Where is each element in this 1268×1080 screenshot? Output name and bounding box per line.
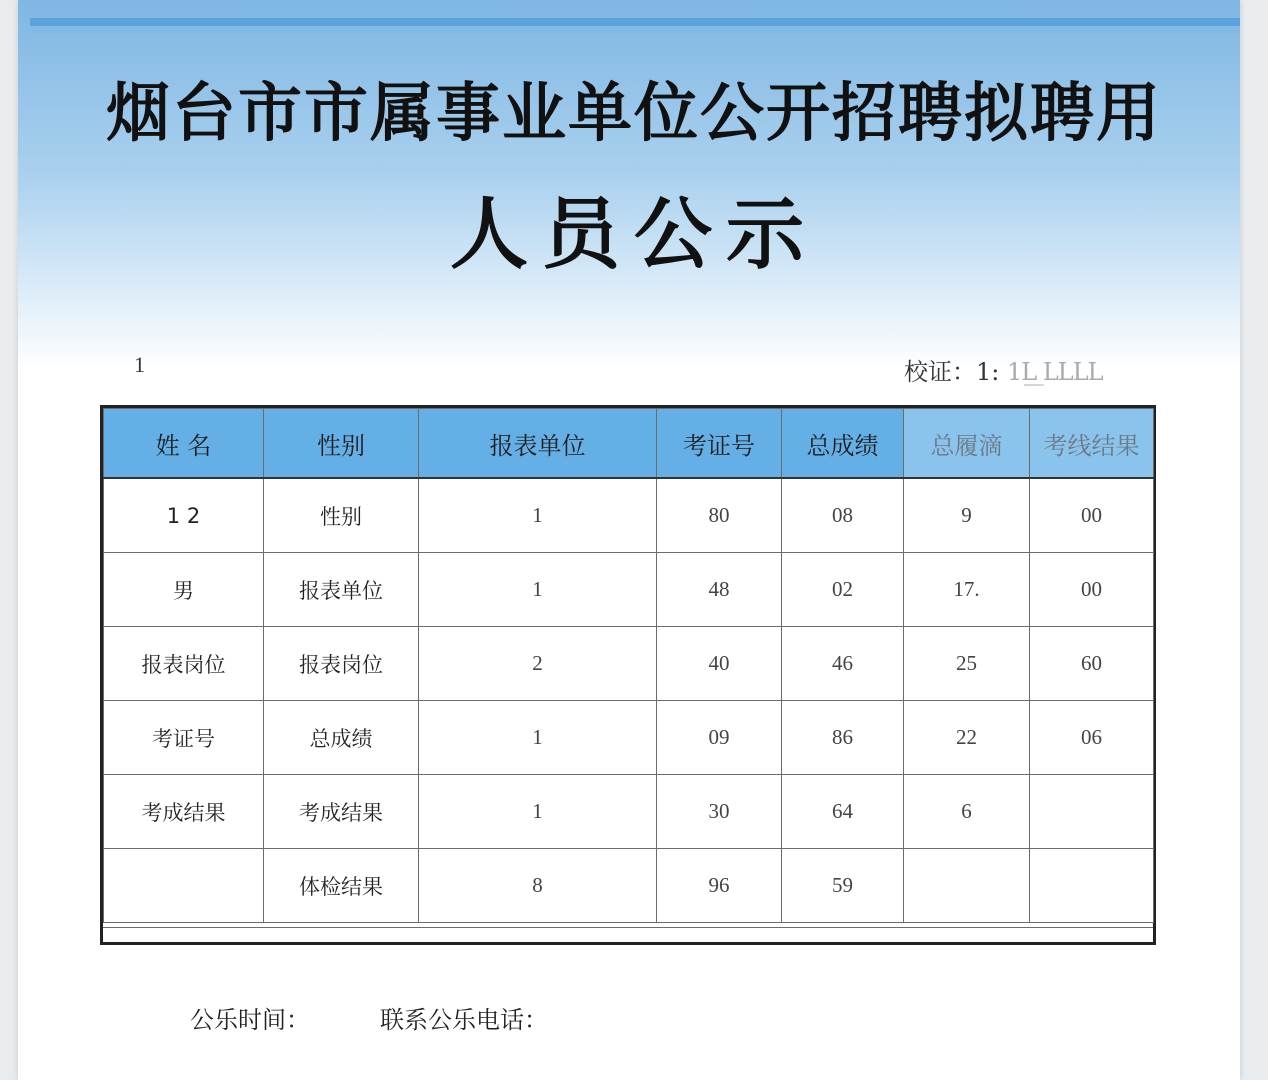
cell-gender: 报表单位 (264, 553, 419, 627)
cell-gender: 报表岗位 (264, 627, 419, 701)
column-header-gender: 性别 (264, 409, 419, 479)
cell-total-score: 86 (782, 701, 904, 775)
column-header-rank: 总履滴 (904, 409, 1030, 479)
cell-exam-number: 96 (657, 849, 782, 923)
header-stripe (30, 18, 1240, 26)
document-title: 烟台市市属事业单位公开招聘拟聘用 (106, 76, 1162, 151)
cell-result: 06 (1030, 701, 1154, 775)
cell-rank: 17. (904, 553, 1030, 627)
cell-result (1030, 849, 1154, 923)
table-header-row (104, 409, 1154, 479)
cell-exam-number: 09 (657, 701, 782, 775)
announcement-time-label: 公乐时间： (190, 1006, 310, 1034)
column-header-unit: 报表单位 (419, 409, 657, 479)
cell-unit: 1 (419, 701, 657, 775)
cell-gender: 考成结果 (264, 775, 419, 849)
column-header-name: 姓 名 (104, 409, 264, 479)
cell-total-score: 46 (782, 627, 904, 701)
roster-table (103, 408, 1154, 923)
cell-rank: 9 (904, 478, 1030, 553)
cell-rank: 25 (904, 627, 1030, 701)
cell-name (104, 849, 264, 923)
cell-rank (904, 849, 1030, 923)
column-header-total-score: 总成绩 (782, 409, 904, 479)
cell-exam-number: 40 (657, 627, 782, 701)
cell-result: 00 (1030, 478, 1154, 553)
table-row (104, 775, 1154, 849)
cell-unit: 2 (419, 627, 657, 701)
verification-line (904, 352, 1103, 387)
header-stripe-thin (30, 30, 1240, 33)
cell-name: 男 (104, 553, 264, 627)
cell-rank: 22 (904, 701, 1030, 775)
cell-result: 00 (1030, 553, 1154, 627)
cell-exam-number: 80 (657, 478, 782, 553)
table-row (104, 701, 1154, 775)
contact-phone-label: 联系公乐电话： (380, 1006, 548, 1034)
cell-rank: 6 (904, 775, 1030, 849)
cell-gender: 性别 (264, 478, 419, 553)
cell-name: 考成结果 (104, 775, 264, 849)
cell-unit: 1 (419, 478, 657, 553)
cell-result (1030, 775, 1154, 849)
roster-table-frame (100, 405, 1156, 945)
table-row (104, 478, 1154, 553)
cell-result: 60 (1030, 627, 1154, 701)
cell-total-score: 08 (782, 478, 904, 553)
cell-gender: 总成绩 (264, 701, 419, 775)
cell-name: 考证号 (104, 701, 264, 775)
cell-total-score: 02 (782, 553, 904, 627)
table-row (104, 627, 1154, 701)
cell-exam-number: 30 (657, 775, 782, 849)
cell-total-score: 64 (782, 775, 904, 849)
cell-unit: 1 (419, 775, 657, 849)
table-bottom-border (103, 927, 1153, 942)
cell-name: 报表岗位 (104, 627, 264, 701)
cell-name: 1 2 (104, 478, 264, 553)
table-row (104, 553, 1154, 627)
cell-unit: 8 (419, 849, 657, 923)
cell-total-score: 59 (782, 849, 904, 923)
cell-unit: 1 (419, 553, 657, 627)
page-reference: 1 (134, 352, 145, 377)
column-header-exam-number: 考证号 (657, 409, 782, 479)
column-header-result: 考线结果 (1030, 409, 1154, 479)
verification-label: 校证：1: (904, 358, 1000, 386)
cell-exam-number: 48 (657, 553, 782, 627)
cell-gender: 体检结果 (264, 849, 419, 923)
verification-value: 1L̲̲ ̲LLLL (1007, 358, 1103, 386)
document-subtitle: 人员公示 (449, 189, 818, 280)
table-row (104, 849, 1154, 923)
